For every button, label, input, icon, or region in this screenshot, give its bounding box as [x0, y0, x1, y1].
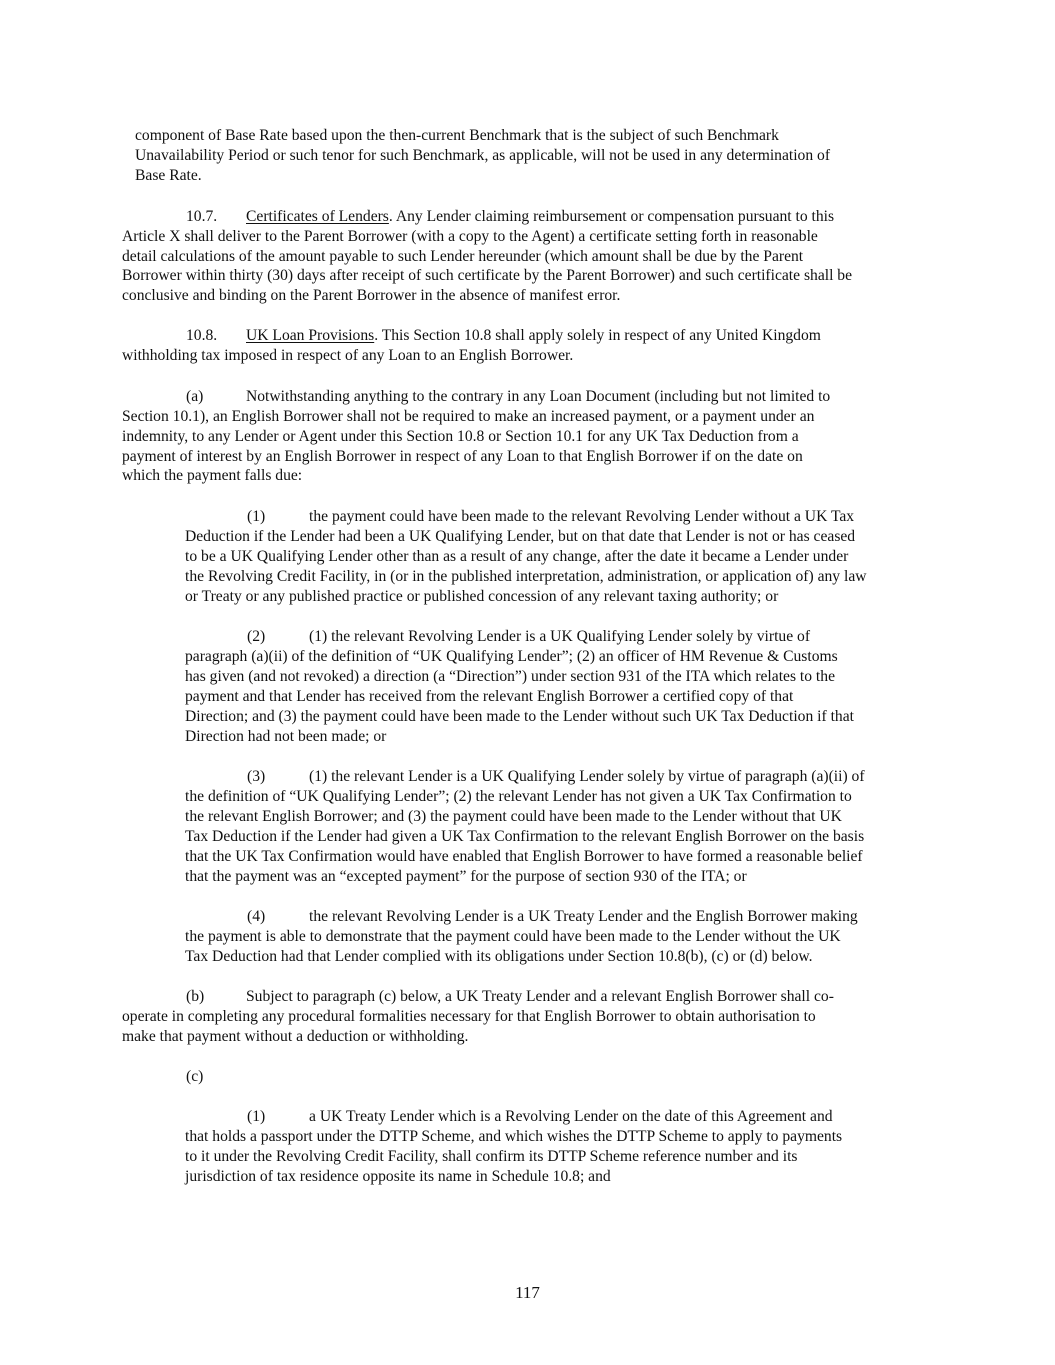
section-heading: UK Loan Provisions — [246, 327, 375, 344]
text-line: Direction; and (3) the payment could have been made to the Lender without such UK Tax Deduction if that — [185, 708, 854, 725]
text-line: the relevant English Borrower; and (3) the payment could have been made to the Lender without that UK — [185, 808, 842, 825]
text-line: (1) the relevant Lender is a UK Qualifying Lender solely by virtue of paragraph (a)(ii) of — [309, 768, 865, 785]
text-line: jurisdiction of tax residence opposite its name in Schedule 10.8; and — [185, 1168, 611, 1185]
text-line: which the payment falls due: — [122, 467, 303, 484]
text-line: Section 10.1), an English Borrower shall not be required to make an increased payment, or a payment under an — [122, 408, 815, 425]
text-span: . This Section 10.8 shall apply solely in respect of any United Kingdom — [374, 327, 821, 344]
text-line: has given (and not revoked) a direction (a “Direction”) under section 931 of the ITA which relates to the — [185, 668, 835, 685]
text-line: the definition of “UK Qualifying Lender”; (2) the relevant Lender has not given a UK Tax Confirmation to — [185, 788, 852, 805]
section-number: 10.7. — [186, 208, 218, 225]
paragraph-label: (b) — [186, 988, 205, 1005]
subparagraph-label: (2) — [247, 628, 266, 645]
text-line: Subject to paragraph (c) below, a UK Treaty Lender and a relevant English Borrower shall co- — [246, 988, 834, 1005]
paragraph-label: (a) — [186, 388, 204, 405]
text-line: the Revolving Credit Facility, in (or in the published interpretation, administration, or application of) any law — [185, 568, 867, 585]
text-line: Notwithstanding anything to the contrary in any Loan Document (including but not limited to — [246, 388, 831, 405]
text-line: Tax Deduction had that Lender complied with its obligations under Section 10.8(b), (c) or (d) below. — [185, 948, 813, 965]
text-line: detail calculations of the amount payable to such Lender hereunder (which amount shall be due by the Parent — [122, 248, 804, 265]
text-line: indemnity, to any Lender or Agent under this Section 10.8 or Section 10.1 for any UK Tax Deduction from a — [122, 428, 799, 445]
text-line: that holds a passport under the DTTP Scheme, and which wishes the DTTP Scheme to apply to payments — [185, 1128, 843, 1145]
text-line: Unavailability Period or such tenor for such Benchmark, as applicable, will not be used in any determination of — [135, 147, 831, 164]
text-line: Article X shall deliver to the Parent Borrower (with a copy to the Agent) a certificate setting forth in reasonable — [122, 228, 818, 245]
text-line: to be a UK Qualifying Lender other than as a result of any change, after the date it became a Lender under — [185, 548, 849, 565]
text-line: Deduction if the Lender had been a UK Qualifying Lender, but on that date that Lender is not or has ceased — [185, 528, 856, 545]
section-heading: Certificates of Lenders — [246, 208, 389, 225]
text-line: operate in completing any procedural formalities necessary for that English Borrower to obtain authorisation to — [122, 1008, 816, 1025]
text-line: Base Rate. — [135, 167, 202, 184]
subparagraph-label: (1) — [247, 1108, 266, 1125]
text-line: make that payment without a deduction or withholding. — [122, 1028, 469, 1045]
text-line: component of Base Rate based upon the then-current Benchmark that is the subject of such Benchmark — [135, 127, 779, 144]
paragraph-label: (c) — [186, 1068, 204, 1085]
text-line: paragraph (a)(ii) of the definition of “UK Qualifying Lender”; (2) an officer of HM Revenue & Customs — [185, 648, 838, 665]
text-line: a UK Treaty Lender which is a Revolving Lender on the date of this Agreement and — [309, 1108, 833, 1125]
text-line: Tax Deduction if the Lender had given a UK Tax Confirmation to the relevant English Borrower on the basis — [185, 828, 865, 845]
text-line: that the payment was an “excepted payment” for the purpose of section 930 of the ITA; or — [185, 868, 747, 885]
subparagraph-label: (4) — [247, 908, 266, 925]
section-number: 10.8. — [186, 327, 218, 344]
text-line: Direction had not been made; or — [185, 728, 387, 745]
text-line: to it under the Revolving Credit Facility, shall confirm its DTTP Scheme reference number and its — [185, 1148, 798, 1165]
text-line: that the UK Tax Confirmation would have enabled that English Borrower to have formed a reasonable belief — [185, 848, 863, 865]
text-line: the relevant Revolving Lender is a UK Treaty Lender and the English Borrower making — [309, 908, 858, 925]
section-first-line — [246, 326, 821, 346]
text-line: Borrower within thirty (30) days after receipt of such certificate by the Parent Borrower) and such certificate shall be — [122, 267, 853, 284]
text-line: (1) the relevant Revolving Lender is a UK Qualifying Lender solely by virtue of — [309, 628, 811, 645]
subparagraph-label: (1) — [247, 508, 266, 525]
text-line: payment of interest by an English Borrower in respect of any Loan to that English Borrower if on the date on — [122, 448, 803, 465]
text-line: the payment is able to demonstrate that the payment could have been made to the Lender without the UK — [185, 928, 841, 945]
subparagraph-label: (3) — [247, 768, 266, 785]
text-line: or Treaty or any published practice or published concession of any relevant taxing authority; or — [185, 588, 779, 605]
page-number: 117 — [515, 1283, 540, 1302]
text-line: the payment could have been made to the relevant Revolving Lender without a UK Tax — [309, 508, 855, 525]
text-line: withholding tax imposed in respect of any Loan to an English Borrower. — [122, 347, 574, 364]
text-line: payment and that Lender has received from the relevant English Borrower a certified copy of that — [185, 688, 794, 705]
section-first-line — [246, 207, 834, 227]
text-span: . Any Lender claiming reimbursement or compensation pursuant to this — [388, 208, 835, 225]
text-line: conclusive and binding on the Parent Borrower in the absence of manifest error. — [122, 287, 621, 304]
